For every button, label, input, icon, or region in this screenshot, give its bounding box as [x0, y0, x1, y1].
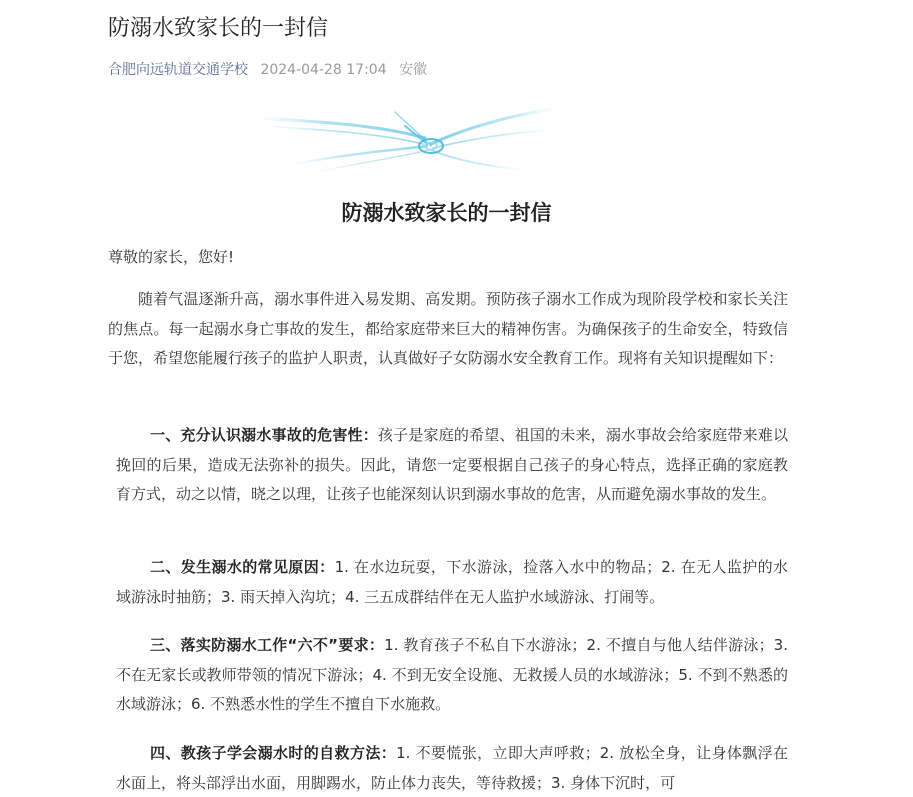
section-heading-2: 二、发生溺水的常见原因：: [150, 558, 335, 576]
intro-paragraph: 随着气温逐渐升高，溺水事件进入易发期、高发期。预防孩子溺水工作成为现阶段学校和家长关注的焦点。每一起溺水身亡事故的发生，都给家庭带来巨大的精神伤害。为确保孩子的生命安全，特致信于您，希望您能履行孩子的监护人职责，认真做好子女防溺水安全教育工作。现将有关知识提醒如下：: [108, 290, 788, 367]
section-heading-3: 三、落实防溺水工作“六不”要求：: [150, 636, 385, 654]
letter-greeting: 尊敬的家长，您好!: [108, 248, 235, 266]
section-paragraph-4: [116, 739, 788, 797]
section-heading-4: 四、教孩子学会溺水时的自救方法：: [150, 744, 397, 762]
decorative-banner-image: [255, 104, 565, 176]
publish-region: 安徽: [399, 62, 428, 78]
article-meta: [108, 60, 427, 80]
section-paragraph-2: [116, 553, 788, 612]
author-link[interactable]: 合肥向远轨道交通学校: [108, 62, 248, 78]
section-body-4: 1. 不要慌张，立即大声呼救；2. 放松全身，让身体飘浮在水面上，将头部浮出水面，用脚踢水，防止体力丧失，等待救援；3. 身体下沉时，可: [116, 744, 788, 792]
section-heading-1: 一、充分认识溺水事故的危害性：: [150, 426, 378, 444]
section-body-1: 孩子是家庭的希望、祖国的未来，溺水事故会给家庭带来难以挽回的后果，造成无法弥补的损失。因此，请您一定要根据自己孩子的身心特点，选择正确的家庭教育方式，动之以情，晓之以理，让孩子也能深刻认识到溺水事故的危害，从而避免溺水事故的发生。: [116, 426, 788, 503]
article-title: 防溺水致家长的一封信: [108, 16, 329, 41]
section-paragraph-1: [116, 421, 788, 510]
section-paragraph-3: [116, 631, 788, 720]
publish-date: 2024-04-28 17:04: [260, 62, 387, 78]
section-body-2: 1. 在水边玩耍，下水游泳，捡落入水中的物品；2. 在无人监护的水域游泳时抽筋；3. 雨天掉入沟坑；4. 三五成群结伴在无人监护水域游泳、打闹等。: [116, 558, 788, 606]
section-body-3: 1. 教育孩子不私自下水游泳；2. 不擅自与他人结伴游泳；3. 不在无家长或教师带领的情况下游泳；4. 不到无安全设施、无救援人员的水域游泳；5. 不到不熟悉的水域游泳；6. 不熟悉水性的学生不擅自下水施救。: [116, 636, 788, 713]
letter-heading: 防溺水致家长的一封信: [341, 201, 552, 225]
